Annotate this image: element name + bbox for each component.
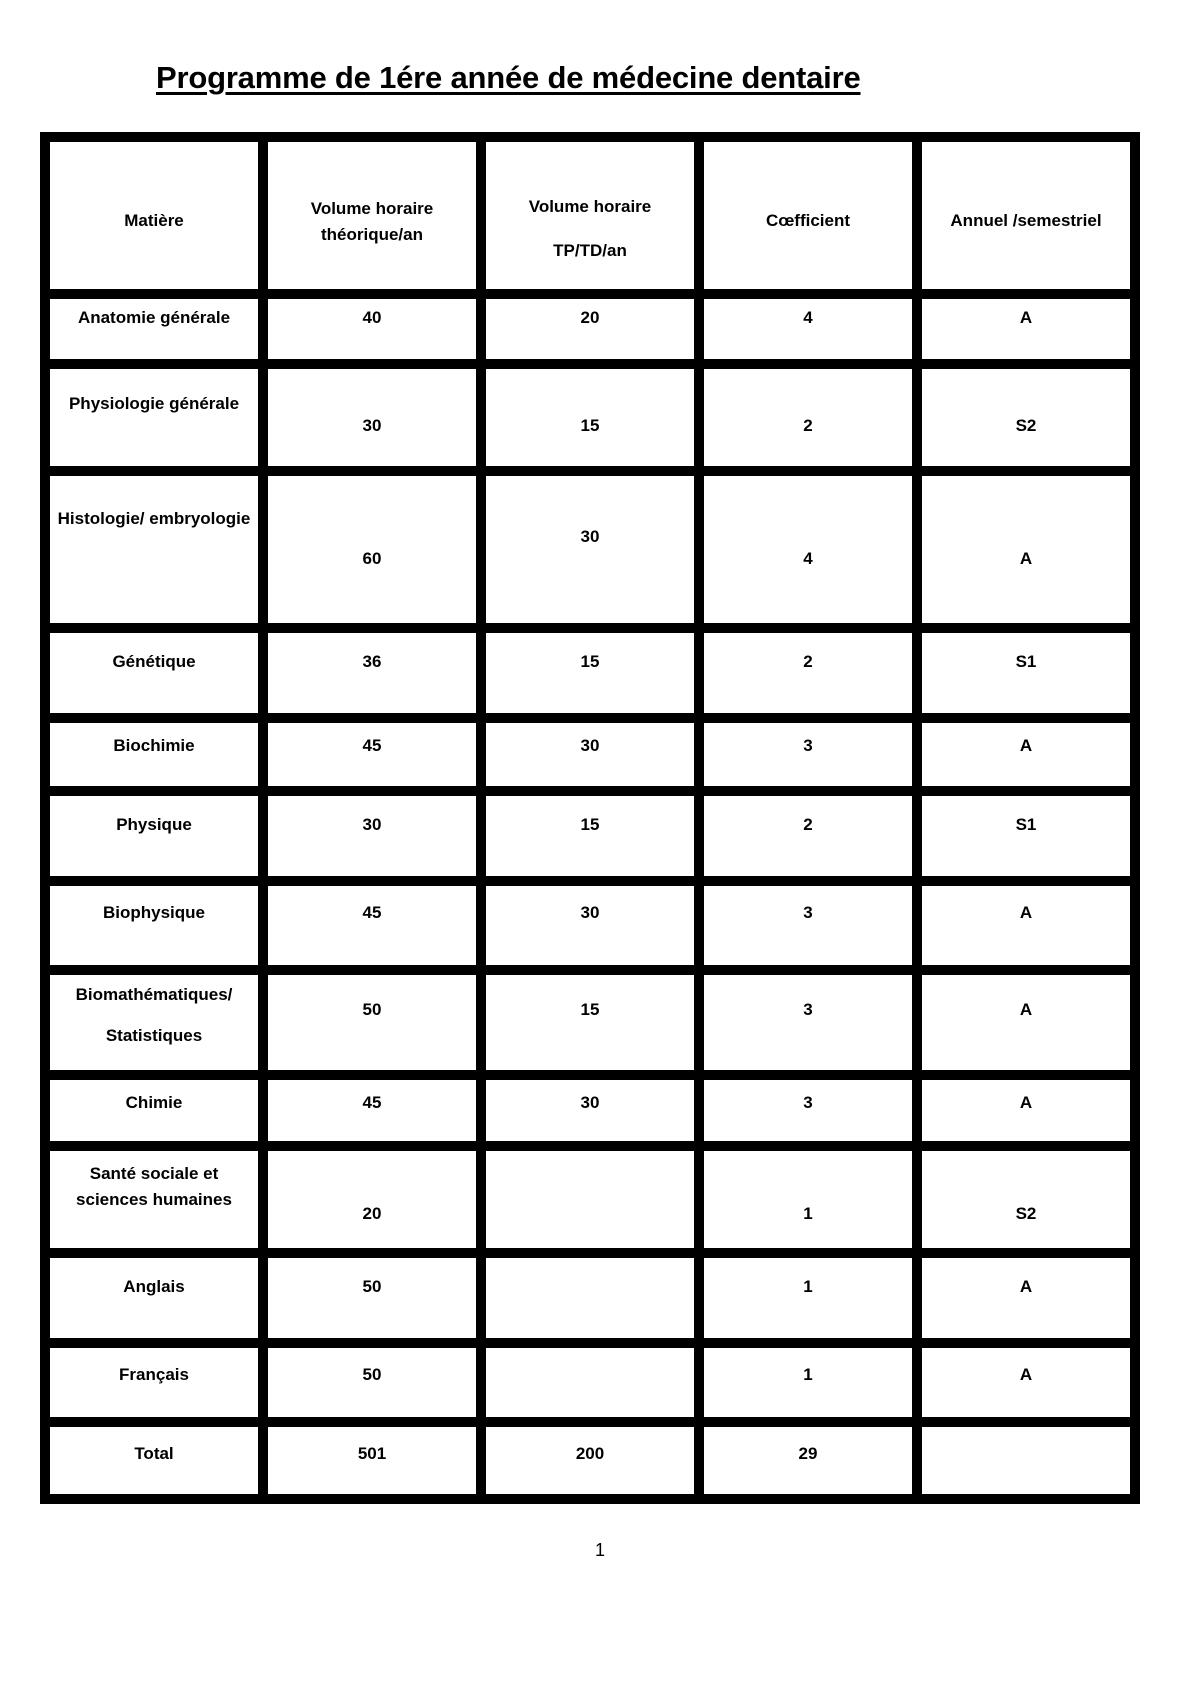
coefficient-cell — [704, 1258, 912, 1338]
practical-hours-cell — [486, 633, 694, 713]
theory-hours-text: 30 — [362, 416, 382, 436]
period-cell — [922, 633, 1130, 713]
period-cell — [922, 1427, 1130, 1494]
theory-hours-cell — [268, 975, 476, 1070]
table-row — [50, 723, 1130, 786]
period-cell — [922, 975, 1130, 1070]
period-cell — [922, 299, 1130, 359]
period-text: S1 — [1015, 814, 1037, 834]
coefficient-text: 2 — [803, 652, 813, 672]
subject-cell — [50, 886, 258, 966]
practical-hours-cell — [486, 369, 694, 466]
subject-text: Histologie/ embryologie — [57, 509, 251, 529]
subject-text: Génétique — [112, 652, 196, 672]
practical-hours-text: 20 — [580, 307, 600, 327]
practical-hours-cell — [486, 886, 694, 966]
practical-hours-cell — [486, 476, 694, 623]
subject-text: Total — [134, 1443, 174, 1463]
header-practical-hours-text: Volume horaire TP/TD/an — [528, 197, 652, 261]
subject-cell — [50, 1348, 258, 1417]
practical-hours-text: 30 — [580, 527, 600, 547]
header-subject-text: Matière — [124, 211, 184, 230]
practical-hours-cell — [486, 1427, 694, 1494]
practical-hours-cell — [486, 1258, 694, 1338]
program-table — [40, 132, 1140, 1504]
period-cell — [922, 886, 1130, 966]
header-period-text: Annuel /semestriel — [950, 211, 1102, 230]
theory-hours-text: 20 — [362, 1203, 382, 1223]
theory-hours-text: 30 — [362, 814, 382, 834]
period-cell — [922, 1348, 1130, 1417]
theory-hours-cell — [268, 886, 476, 966]
theory-hours-cell — [268, 1348, 476, 1417]
page-number: 1 — [594, 1540, 605, 1560]
subject-text: Anatomie générale — [77, 307, 231, 327]
subject-text: Biochimie — [113, 736, 195, 756]
theory-hours-cell — [268, 723, 476, 786]
theory-hours-text: 50 — [362, 1000, 382, 1020]
coefficient-cell — [704, 723, 912, 786]
subject-cell — [50, 723, 258, 786]
practical-hours-cell — [486, 1151, 694, 1248]
header-practical-hours-cell — [486, 142, 694, 289]
theory-hours-text: 45 — [362, 736, 382, 756]
theory-hours-cell — [268, 369, 476, 466]
period-text: S2 — [1015, 1203, 1037, 1223]
coefficient-text: 2 — [803, 416, 813, 436]
practical-hours-cell — [486, 975, 694, 1070]
subject-text: Physiologie générale — [68, 394, 240, 414]
period-cell — [922, 1258, 1130, 1338]
table-header-row — [50, 142, 1130, 289]
period-text: S1 — [1015, 652, 1037, 672]
subject-text: Anglais — [123, 1277, 185, 1296]
practical-hours-cell — [486, 1348, 694, 1417]
theory-hours-cell — [268, 476, 476, 623]
table-row — [50, 1427, 1130, 1494]
header-coefficient-text: Cœfficient — [765, 211, 851, 230]
subject-cell — [50, 1258, 258, 1338]
header-theory-hours-text: Volume horaire théorique/an — [310, 199, 434, 245]
subject-cell — [50, 633, 258, 713]
period-cell — [922, 723, 1130, 786]
header-coefficient-cell — [704, 142, 912, 289]
header-subject-cell — [50, 142, 258, 289]
theory-hours-text: 45 — [362, 902, 382, 922]
theory-hours-cell — [268, 796, 476, 876]
theory-hours-text: 40 — [362, 307, 382, 327]
practical-hours-text: 200 — [575, 1443, 605, 1463]
table-row — [50, 369, 1130, 466]
coefficient-cell — [704, 1151, 912, 1248]
period-text: A — [1019, 736, 1033, 756]
subject-cell — [50, 1080, 258, 1140]
theory-hours-text: 60 — [362, 549, 382, 569]
period-text: A — [1019, 1000, 1033, 1020]
subject-text: Chimie — [125, 1093, 183, 1113]
page-title: Programme de 1ére année de médecine dentaire — [156, 60, 861, 95]
theory-hours-text: 36 — [362, 652, 382, 672]
subject-cell — [50, 476, 258, 623]
table-row — [50, 476, 1130, 623]
coefficient-text: 3 — [803, 1093, 813, 1113]
subject-cell — [50, 975, 258, 1070]
table-row — [50, 299, 1130, 359]
period-text: A — [1019, 1277, 1033, 1296]
coefficient-text: 3 — [803, 902, 813, 922]
subject-text: Biomathématiques/ Statistiques — [75, 985, 233, 1046]
header-theory-hours-cell — [268, 142, 476, 289]
theory-hours-cell — [268, 633, 476, 713]
subject-text: Français — [119, 1364, 189, 1384]
coefficient-cell — [704, 796, 912, 876]
theory-hours-text: 50 — [362, 1364, 382, 1384]
coefficient-text: 4 — [803, 307, 813, 327]
theory-hours-text: 501 — [357, 1443, 387, 1463]
period-text: A — [1019, 902, 1033, 922]
period-cell — [922, 476, 1130, 623]
coefficient-cell — [704, 975, 912, 1070]
table-row — [50, 796, 1130, 876]
theory-hours-cell — [268, 1151, 476, 1248]
theory-hours-cell — [268, 1258, 476, 1338]
subject-cell — [50, 1151, 258, 1248]
coefficient-cell — [704, 633, 912, 713]
coefficient-cell — [704, 1348, 912, 1417]
subject-text: Physique — [116, 814, 192, 834]
header-period-cell — [922, 142, 1130, 289]
period-text: S2 — [1015, 416, 1037, 436]
coefficient-text: 29 — [798, 1443, 818, 1463]
practical-hours-cell — [486, 1080, 694, 1140]
table-row — [50, 1258, 1130, 1338]
coefficient-cell — [704, 1080, 912, 1140]
period-cell — [922, 1151, 1130, 1248]
period-text: A — [1019, 1093, 1033, 1113]
program-table-frame — [40, 132, 1140, 1504]
practical-hours-text: 30 — [580, 736, 600, 756]
practical-hours-cell — [486, 299, 694, 359]
coefficient-text: 4 — [803, 549, 813, 569]
coefficient-text: 3 — [803, 736, 813, 756]
coefficient-text: 1 — [803, 1277, 813, 1296]
coefficient-text: 3 — [803, 1000, 813, 1020]
theory-hours-cell — [268, 1080, 476, 1140]
theory-hours-cell — [268, 1427, 476, 1494]
table-row — [50, 1151, 1130, 1248]
table-row — [50, 886, 1130, 966]
subject-text: Santé sociale et sciences humaines — [76, 1163, 232, 1210]
period-cell — [922, 796, 1130, 876]
coefficient-cell — [704, 299, 912, 359]
coefficient-cell — [704, 1427, 912, 1494]
coefficient-cell — [704, 369, 912, 466]
subject-text: Biophysique — [102, 902, 205, 922]
table-row — [50, 1348, 1130, 1417]
practical-hours-text: 15 — [580, 1000, 600, 1020]
period-text: A — [1019, 1364, 1033, 1384]
coefficient-text: 1 — [803, 1203, 813, 1223]
subject-cell — [50, 369, 258, 466]
period-cell — [922, 1080, 1130, 1140]
practical-hours-cell — [486, 796, 694, 876]
practical-hours-text: 15 — [580, 814, 600, 834]
subject-cell — [50, 1427, 258, 1494]
table-row — [50, 975, 1130, 1070]
practical-hours-text: 30 — [580, 902, 600, 922]
theory-hours-text: 45 — [362, 1093, 382, 1113]
theory-hours-cell — [268, 299, 476, 359]
period-text: A — [1019, 307, 1033, 327]
coefficient-cell — [704, 476, 912, 623]
table-row — [50, 633, 1130, 713]
period-cell — [922, 369, 1130, 466]
coefficient-text: 2 — [803, 814, 813, 834]
period-text: A — [1019, 549, 1033, 569]
practical-hours-text: 15 — [580, 652, 600, 672]
practical-hours-cell — [486, 723, 694, 786]
table-row — [50, 1080, 1130, 1140]
subject-cell — [50, 299, 258, 359]
theory-hours-text: 50 — [362, 1277, 382, 1296]
coefficient-text: 1 — [803, 1364, 813, 1384]
practical-hours-text: 30 — [580, 1093, 600, 1113]
practical-hours-text: 15 — [580, 416, 600, 436]
subject-cell — [50, 796, 258, 876]
coefficient-cell — [704, 886, 912, 966]
